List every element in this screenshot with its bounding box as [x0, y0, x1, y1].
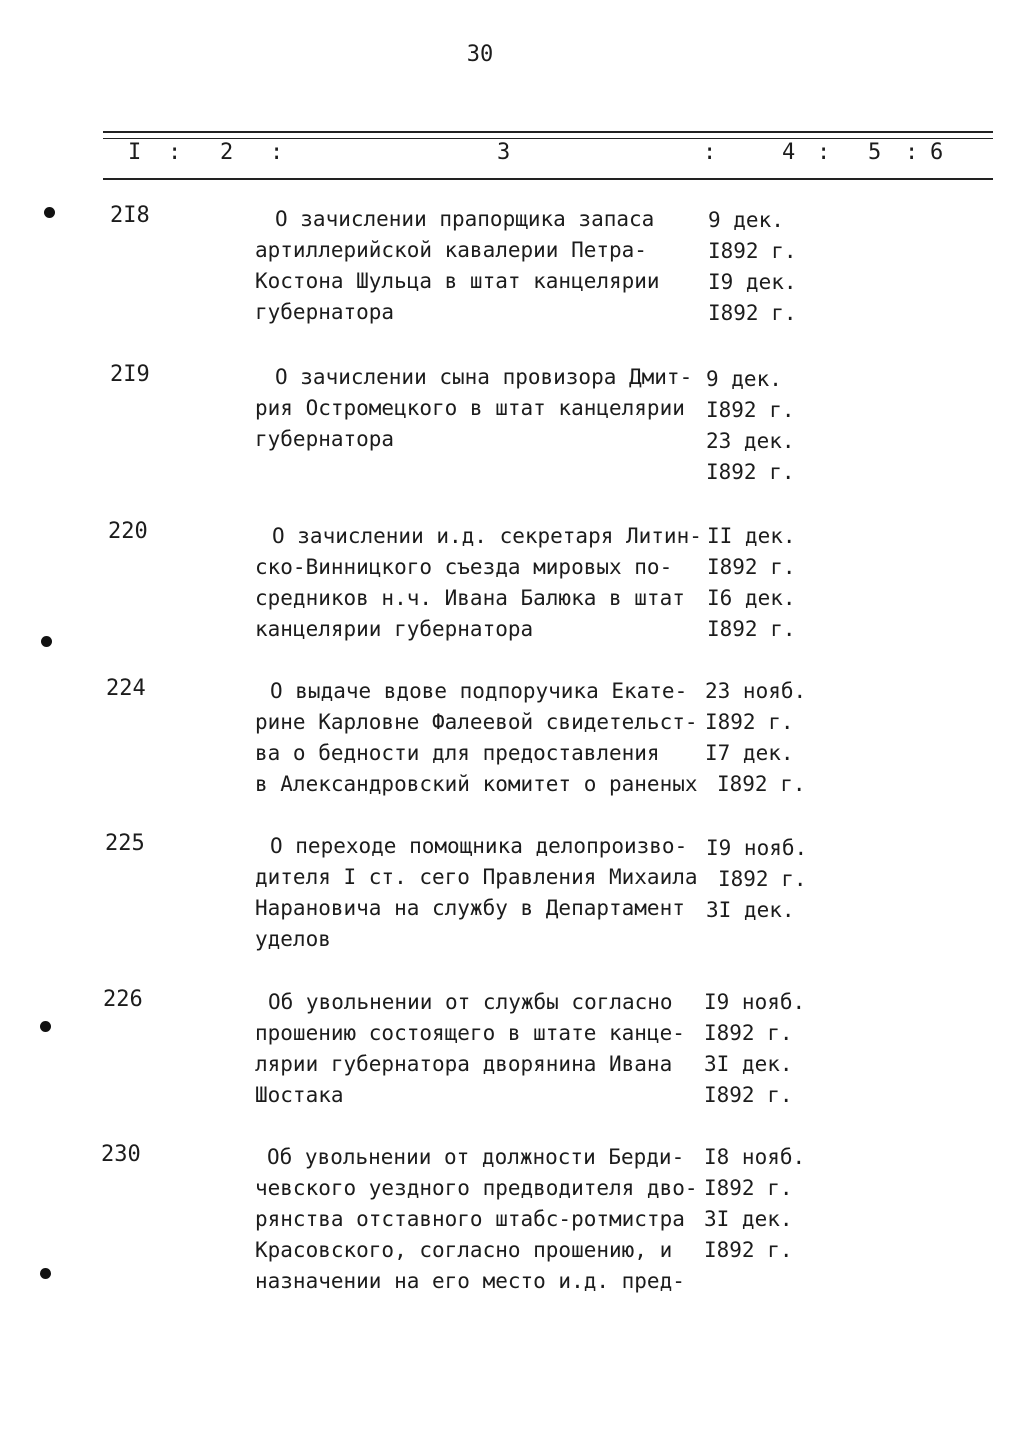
date-line: I892 г. [707, 617, 796, 641]
row-description [255, 521, 705, 645]
description-line: Шостака [255, 1083, 344, 1107]
date-line: 23 дек. [706, 429, 795, 453]
description-line: рянства отставного штабс-ротмистра [255, 1207, 685, 1231]
row-number: 225 [105, 831, 145, 856]
header-top-rule-thin [103, 138, 993, 139]
header-col-5: 5 [868, 140, 882, 165]
description-line: средников н.ч. Ивана Балюка в штат [255, 586, 685, 610]
description-line: чевского уездного предводителя дво- [255, 1176, 698, 1200]
date-line: I892 г. [706, 460, 795, 484]
row-number: 230 [101, 1142, 141, 1167]
description-line: назначении на его место и.д. пред- [255, 1269, 685, 1293]
row-dates [704, 1142, 805, 1266]
description-line: лярии губернатора дворянина Ивана [255, 1052, 673, 1076]
description-line: рия Остромецкого в штат канцелярии [255, 396, 685, 420]
description-line: губернатора [255, 300, 395, 324]
row-number: 224 [106, 676, 146, 701]
date-line: 23 нояб. [705, 679, 807, 703]
description-line: О переходе помощника делопроизво- [270, 834, 688, 858]
row-dates [706, 833, 807, 926]
date-line: 3I дек. [706, 898, 795, 922]
page-number: 30 [466, 42, 494, 67]
header-col-6: 6 [930, 140, 944, 165]
date-line: I6 дек. [707, 586, 796, 610]
date-line: I892 г. [704, 1021, 793, 1045]
row-number: 2I9 [110, 362, 150, 387]
date-line: 9 дек. [706, 367, 782, 391]
description-line: канцелярии губернатора [255, 617, 534, 641]
date-line: I9 нояб. [706, 836, 808, 860]
description-line: О выдаче вдове подпоручика Екате- [270, 679, 688, 703]
date-line: 3I дек. [704, 1052, 793, 1076]
row-dates [705, 676, 806, 800]
date-line: 3I дек. [704, 1207, 793, 1231]
header-separator: : [703, 140, 717, 165]
row-number: 226 [103, 987, 143, 1012]
row-number: 2I8 [110, 203, 150, 228]
description-line: Об увольнении от должности Берди- [267, 1145, 685, 1169]
description-line: Красовского, согласно прошению, и [255, 1238, 673, 1262]
punch-hole-mark [40, 1021, 51, 1032]
date-line: I892 г. [704, 1083, 793, 1107]
date-line: I9 дек. [708, 270, 797, 294]
punch-hole-mark [40, 1268, 51, 1279]
description-line: ва о бедности для предоставления [255, 741, 660, 765]
header-separator: : [270, 140, 284, 165]
description-line: Костона Шульца в штат канцелярии [255, 269, 660, 293]
date-line: I892 г. [707, 555, 796, 579]
row-description [255, 362, 705, 455]
header-separator: : [817, 140, 831, 165]
row-description [255, 831, 705, 955]
header-col-2: 2 [220, 140, 234, 165]
row-description [255, 987, 705, 1111]
description-line: в Александровский комитет о раненых [255, 772, 698, 796]
header-separator: : [168, 140, 182, 165]
date-line: I9 нояб. [704, 990, 806, 1014]
date-line: I7 дек. [705, 741, 794, 765]
date-line: I892 г. [705, 710, 794, 734]
description-line: О зачислении сына провизора Дмит- [275, 365, 693, 389]
description-line: Нарановича на службу в Департамент [255, 896, 685, 920]
description-line: артиллерийской кавалерии Петра- [255, 238, 647, 262]
header-col-3: 3 [497, 140, 511, 165]
date-line: II дек. [707, 524, 796, 548]
description-line: ско-Винницкого съезда мировых по- [255, 555, 673, 579]
description-line: прошению состоящего в штате канце- [255, 1021, 685, 1045]
description-line: уделов [255, 927, 331, 951]
row-description [255, 676, 705, 800]
row-description [255, 1142, 705, 1297]
description-line: О зачислении прапорщика запаса [275, 207, 655, 231]
date-line: I892 г. [708, 239, 797, 263]
date-line: I892 г. [704, 1176, 793, 1200]
punch-hole-mark [44, 207, 55, 218]
header-col-4: 4 [782, 140, 796, 165]
description-line: дителя I ст. сего Правления Михаила [255, 865, 698, 889]
date-line: I892 г. [708, 301, 797, 325]
row-dates [704, 987, 805, 1111]
header-top-rule [103, 131, 993, 133]
row-number: 220 [108, 519, 148, 544]
date-line: I8 нояб. [704, 1145, 806, 1169]
description-line: рине Карловне Фалеевой свидетельст- [255, 710, 698, 734]
header-separator: : [905, 140, 919, 165]
date-line: I892 г. [718, 867, 807, 891]
description-line: Об увольнении от службы согласно [268, 990, 673, 1014]
row-description [255, 204, 705, 328]
punch-hole-mark [41, 636, 52, 647]
header-col-1: I [128, 140, 142, 165]
row-dates [707, 521, 796, 645]
description-line: губернатора [255, 427, 395, 451]
date-line: I892 г. [704, 1238, 793, 1262]
description-line: О зачислении и.д. секретаря Литин- [272, 524, 702, 548]
date-line: I892 г. [706, 398, 795, 422]
row-dates [708, 205, 797, 329]
date-line: I892 г. [717, 772, 806, 796]
date-line: 9 дек. [708, 208, 784, 232]
header-bottom-rule [103, 178, 993, 180]
row-dates [706, 364, 795, 488]
